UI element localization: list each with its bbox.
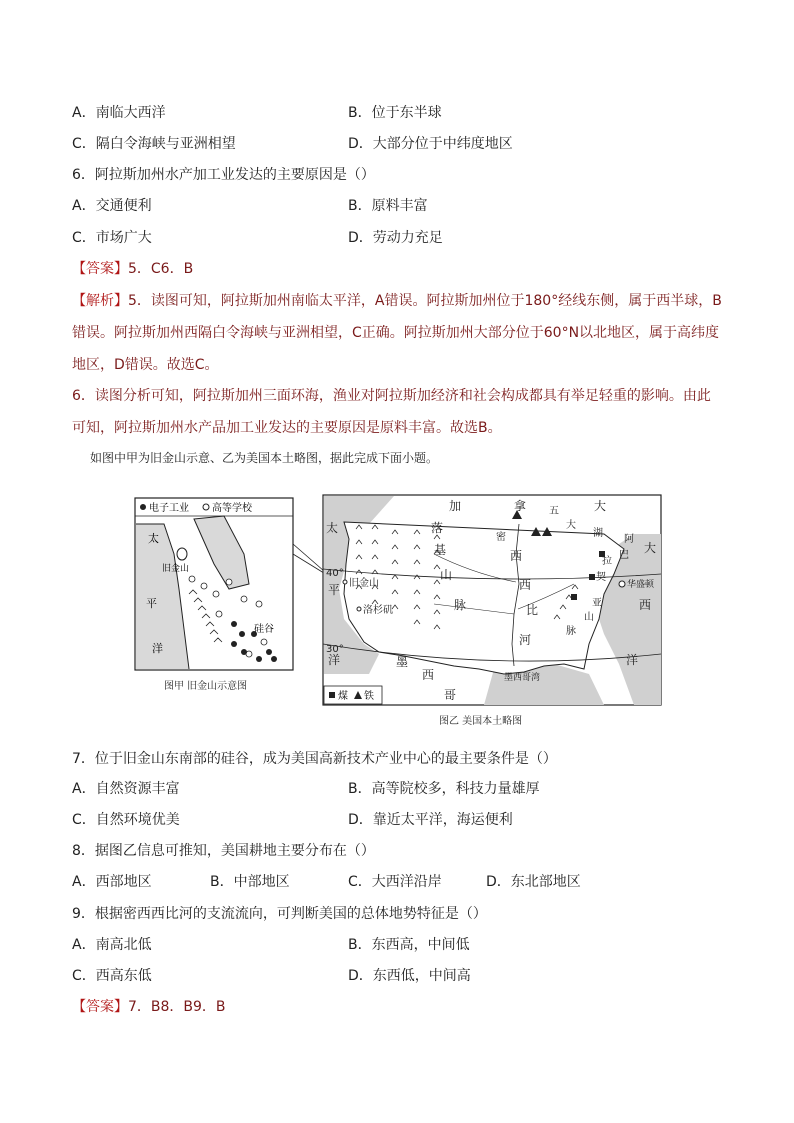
- q6-option-b: B．原料丰富: [348, 198, 428, 214]
- answer-text-2: 7．B8．B9．B: [128, 999, 226, 1015]
- q8-stem: 8．据图乙信息可推知，美国耕地主要分布在（）: [72, 843, 375, 859]
- answer-block-2: [72, 997, 226, 1017]
- legend-coal: 煤: [338, 691, 348, 702]
- lakes-label-2: 大: [566, 520, 576, 531]
- q5-option-c: C．隔白令海峡与亚洲相望: [72, 136, 236, 152]
- q7-option-c: C．自然环境优美: [72, 812, 180, 828]
- rocky-label-1: 落: [431, 521, 444, 535]
- gulf-label: 墨西哥湾: [504, 673, 541, 683]
- miss-label-5: 河: [519, 633, 532, 647]
- q9-option-a: A．南高北低: [72, 937, 152, 953]
- la-label: 洛杉矶: [363, 605, 393, 616]
- lat-40-label: 40°: [326, 568, 344, 579]
- canada-label-3: 大: [594, 499, 607, 513]
- app-label-4: 契: [596, 572, 606, 583]
- left-sf-label: 旧金山: [162, 564, 190, 574]
- answer-text: 5．C6．B: [128, 261, 194, 277]
- app-label-2: 巴: [619, 550, 629, 561]
- legend-college: 高等学校: [212, 503, 252, 514]
- pacific-label-2: 平: [328, 583, 341, 597]
- q8-option-d: D．东北部地区: [486, 874, 581, 890]
- left-pacific-label-2: 平: [146, 597, 157, 610]
- q7-option-a: A．自然资源丰富: [72, 781, 180, 797]
- q5-option-d: D．大部分位于中纬度地区: [348, 136, 513, 152]
- q6-option-c: C．市场广大: [72, 230, 152, 246]
- q8-option-c: C．大西洋沿岸: [348, 874, 442, 890]
- q8-option-a: A．西部地区: [72, 874, 152, 890]
- pacific-label-1: 太: [326, 521, 339, 535]
- sf-map: [135, 498, 293, 670]
- lakes-label-1: 五: [549, 506, 559, 517]
- right-sf-label: 旧金山: [349, 578, 379, 589]
- left-pacific-label-3: 洋: [152, 642, 163, 655]
- mexico-label-2: 西: [422, 668, 435, 682]
- rocky-label-3: 山: [440, 568, 453, 582]
- pacific-label-3: 洋: [328, 653, 341, 667]
- left-pacific-label-1: 太: [148, 532, 159, 545]
- left-silicon-label: 硅谷: [254, 624, 274, 635]
- q9-stem: 9．根据密西西比河的支流流向，可判断美国的总体地势特征是（）: [72, 906, 487, 922]
- q6-option-a: A．交通便利: [72, 198, 152, 214]
- q7-stem: 7．位于旧金山东南部的硅谷，成为美国高新技术产业中心的最主要条件是（）: [72, 751, 557, 767]
- answer-block-1: [72, 259, 193, 279]
- app-label-3: 拉: [602, 556, 612, 567]
- analysis-para-1: [72, 285, 722, 381]
- answer-tag: 【答案】: [72, 261, 128, 277]
- q8-option-b: B．中部地区: [210, 874, 290, 890]
- miss-label-4: 比: [526, 603, 539, 617]
- app-label-6: 山: [584, 612, 594, 623]
- right-caption: 图乙 美国本土略图: [439, 716, 523, 727]
- q7-option-b: B．高等院校多，科技力量雄厚: [348, 781, 540, 797]
- rocky-label-2: 基: [434, 543, 447, 557]
- legend-iron: 铁: [364, 691, 374, 702]
- answer-tag-2: 【答案】: [72, 999, 128, 1015]
- q9-option-b: B．东西高，中间低: [348, 937, 470, 953]
- q9-option-d: D．东西低，中间高: [348, 968, 471, 984]
- q9-option-c: C．西高东低: [72, 968, 152, 984]
- lakes-label-3: 湖: [593, 528, 603, 539]
- atlantic-label-3: 洋: [626, 653, 639, 667]
- app-label-1: 阿: [624, 534, 634, 545]
- q6-option-d: D．劳动力充足: [348, 230, 443, 246]
- atlantic-label-2: 西: [639, 598, 652, 612]
- canada-label-2: 拿: [514, 499, 527, 513]
- canada-label-1: 加: [449, 499, 462, 513]
- q5-option-a: A．南临大西洋: [72, 105, 166, 121]
- analysis-para-2: 6．读图分析可知，阿拉斯加州三面环海，渔业对阿拉斯加经济和社会构成都具有举足轻重的影响。由此可知，阿拉斯加州水产品加工业发达的主要原因是原料丰富。故选B。: [72, 388, 711, 436]
- us-map: [323, 495, 661, 705]
- miss-label-1: 密: [496, 532, 506, 543]
- legend-electronics: 电子工业: [149, 503, 189, 514]
- q7-option-d: D．靠近太平洋，海运便利: [348, 812, 513, 828]
- lat-30-label: 30°: [326, 644, 344, 655]
- atlantic-label-1: 大: [644, 541, 657, 555]
- map-figure: [134, 494, 664, 729]
- rocky-label-4: 脉: [454, 598, 467, 612]
- app-label-7: 脉: [566, 626, 576, 637]
- analysis-text-1: 5．读图可知，阿拉斯加州南临太平洋，A错误。阿拉斯加州位于180°经线东侧，属于西半球，B错误。阿拉斯加州西隔白令海峡与亚洲相望，C正确。阿拉斯加州大部分位于60°N以北地区，属于高纬度地区，D错误。故选C。: [72, 293, 722, 373]
- dc-label: 华盛顿: [627, 580, 655, 590]
- mexico-label-3: 哥: [444, 688, 457, 702]
- app-label-5: 亚: [592, 598, 602, 609]
- analysis-tag: 【解析】: [72, 293, 128, 309]
- q6-stem: 6．阿拉斯加州水产加工业发达的主要原因是（）: [72, 167, 375, 183]
- left-caption: 图甲 旧金山示意图: [164, 681, 248, 692]
- q5-option-b: B．位于东半球: [348, 105, 442, 121]
- figure-intro: 如图中甲为旧金山示意、乙为美国本土略图，据此完成下面小题。: [90, 451, 439, 465]
- figure: [134, 494, 664, 729]
- miss-label-2: 西: [510, 549, 523, 563]
- mexico-label-1: 墨: [396, 655, 409, 669]
- miss-label-3: 西: [519, 578, 532, 592]
